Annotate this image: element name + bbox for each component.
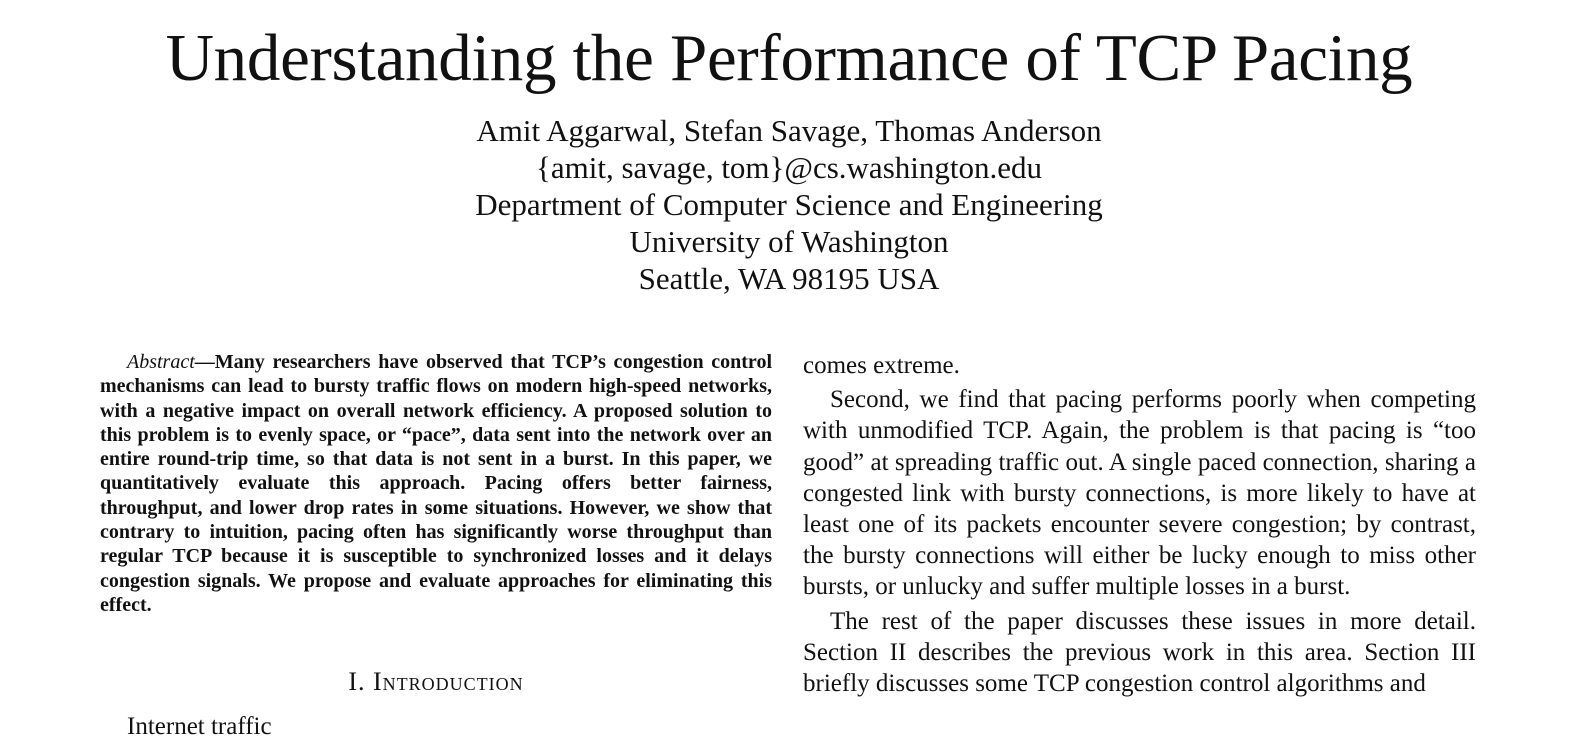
section-heading-introduction [100,667,772,697]
section-title: Introduction [373,667,524,697]
author-emails: {amit, savage, tom}@cs.washington.edu [536,150,1042,185]
author-location: Seattle, WA 98195 USA [638,261,940,296]
abstract-label: Abstract [127,351,195,373]
paragraph-fragment: comes extreme. [803,352,960,379]
abstract [100,350,772,617]
abstract-text: —Many researchers have observed that TCP’s congestion control mechanisms can lead to bursty traffic flows on modern high-speed networks, with a negative impact on overall network efficiency. A proposed solution to this problem is to evenly space, or “pace”, data sent into the network over an entire round-trip time, so that data is not sent in a burst. In this paper, we quantitatively evaluate this approach. Pacing offers better fairness, throughput, and lower drop rates in some situations. However, we show that contrary to intuition, pacing often has significantly worse throughput than regular TCP because it is susceptible to synchronized losses and it delays congestion signals. We propose and evaluate approaches for eliminating this effect. [100,351,772,616]
author-names: Amit Aggarwal, Stefan Savage, Thomas Anderson [476,113,1102,148]
author-department: Department of Computer Science and Engineering [475,187,1103,222]
right-column [803,350,1476,724]
left-column [100,350,772,741]
author-block [0,112,1578,297]
paragraph-paper-outline: The rest of the paper discusses these issues in more detail. Section II describes the previous work in this area. Section III briefly discusses some TCP congestion control algorithms and [803,607,1476,698]
section-number: I. [348,667,366,697]
author-university: University of Washington [629,224,949,259]
introduction-first-line: Internet traffic [127,713,272,741]
paper-title: Understanding the Performance of TCP Pacing [165,21,1413,95]
paragraph-pacing-competition: Second, we find that pacing performs poorly when competing with unmodified TCP. Again, the problem is that pacing is “too good” at spreading traffic out. A single paced connection, sharing a congested link with bursty connections, is more likely to have at least one of its packets encounter severe congestion; by contrast, the bursty connections will either be lucky enough to miss other bursts, or unlucky and suffer multiple losses in a burst. [803,386,1476,601]
